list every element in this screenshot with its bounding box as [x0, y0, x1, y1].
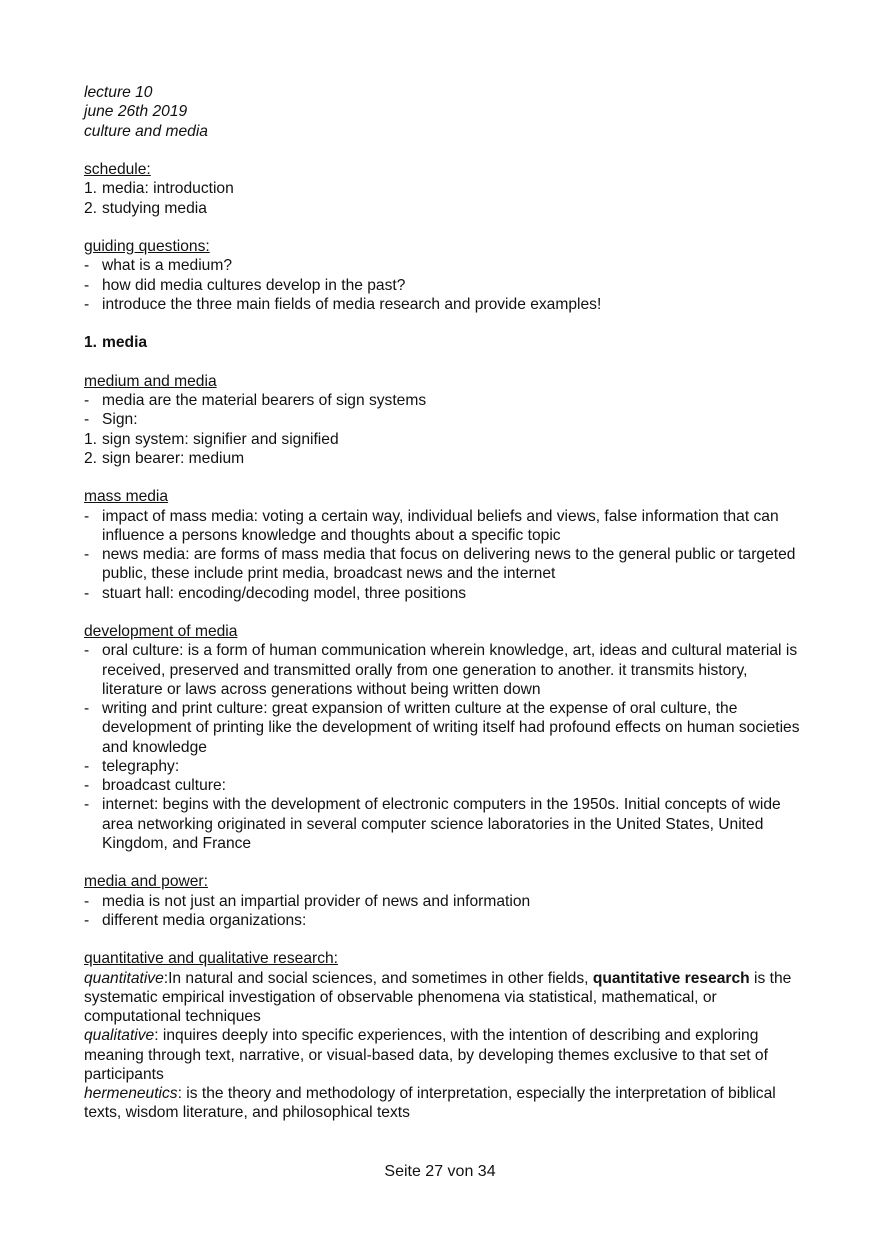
development-item	[84, 776, 800, 795]
bullet-marker: -	[84, 411, 90, 429]
bullet-marker: -	[84, 700, 90, 717]
lecture-date: june 26th 2019	[84, 103, 188, 121]
list-text: introduce the three main fields of media research and provide examples!	[102, 295, 602, 313]
bold-term: quantitative research	[592, 969, 750, 987]
list-text: writing and print culture: great expansion of written culture at the expense of oral culture, the development of printing like the development of writing itself had profound effects on human societies and knowledge	[102, 700, 800, 756]
bullet-marker: -	[84, 911, 90, 929]
power-item	[84, 892, 800, 911]
guiding-heading: guiding questions:	[84, 238, 210, 255]
bullet-marker: -	[84, 257, 90, 275]
bullet-marker: -	[84, 642, 90, 660]
bullet-marker: -	[84, 892, 90, 910]
bullet-marker: -	[84, 757, 90, 775]
development-item	[84, 757, 800, 776]
schedule-heading: schedule:	[84, 161, 151, 178]
list-text: sign bearer: medium	[102, 449, 245, 467]
medium-item	[84, 391, 800, 410]
qualitative-paragraph	[84, 1026, 800, 1084]
guiding-item	[84, 295, 800, 314]
section-number: 1.	[84, 334, 98, 352]
development-heading: development of media	[84, 623, 238, 640]
list-text: news media: are forms of mass media that focus on delivering news to the general public or targeted public, these include print media, broadcast news and the internet	[102, 546, 796, 583]
bullet-marker: -	[84, 276, 90, 294]
bullet-marker: -	[84, 507, 90, 525]
text: : inquires deeply into specific experiences, with the intention of describing and exploring meaning through text, narrative, or visual-based data, by developing themes exclusive to that set of participants	[84, 1027, 768, 1083]
power-heading: media and power:	[84, 873, 208, 891]
list-text: oral culture: is a form of human communication wherein knowledge, art, ideas and cultural material is received, preserved and transmitted orally from one generation to another. it transmits history, literature or laws across generations without being written down	[102, 642, 798, 698]
document-page	[84, 83, 800, 1123]
term: quantitative	[84, 969, 164, 987]
bullet-marker: -	[84, 796, 90, 814]
development-item	[84, 699, 800, 757]
mass-media-item	[84, 545, 800, 584]
power-item	[84, 911, 800, 930]
page-number: Seite 27 von 34	[384, 1163, 496, 1180]
list-number: 1.	[84, 430, 98, 448]
schedule-item	[84, 179, 800, 198]
hermeneutics-paragraph	[84, 1084, 800, 1123]
bullet-marker: -	[84, 392, 90, 409]
research-heading: quantitative and qualitative research:	[84, 950, 338, 968]
list-text: what is a medium?	[102, 257, 233, 275]
schedule-item	[84, 199, 800, 218]
list-number: 2.	[84, 449, 98, 467]
lecture-topic: culture and media	[84, 122, 208, 140]
section-heading	[84, 333, 800, 352]
list-text: media: introduction	[102, 180, 234, 198]
mass-media-heading: mass media	[84, 488, 169, 506]
mass-media-item	[84, 507, 800, 546]
text: is the systematic empirical investigation of observable phenomena via statistical, mathematical, or computational techniques	[84, 969, 792, 1025]
list-number: 1.	[84, 180, 98, 198]
text: : is the theory and methodology of interpretation, especially the interpretation of biblical texts, wisdom literature, and philosophical texts	[84, 1085, 776, 1122]
bullet-marker: -	[84, 546, 90, 563]
list-text: stuart hall: encoding/decoding model, three positions	[102, 584, 467, 602]
text: :In natural and social sciences, and sometimes in other fields,	[163, 969, 593, 987]
quantitative-paragraph	[84, 969, 800, 1027]
lecture-number: lecture 10	[84, 84, 153, 101]
list-text: impact of mass media: voting a certain way, individual beliefs and views, false information that can influence a persons knowledge and thoughts about a specific topic	[102, 507, 779, 544]
term: qualitative	[84, 1027, 155, 1045]
list-text: media is not just an impartial provider of news and information	[102, 892, 531, 910]
guiding-item	[84, 276, 800, 295]
bullet-marker: -	[84, 777, 90, 794]
bullet-marker: -	[84, 584, 90, 602]
list-text: sign system: signifier and signified	[102, 430, 339, 448]
mass-media-item	[84, 584, 800, 603]
medium-numbered-item	[84, 430, 800, 449]
term: hermeneutics	[84, 1085, 178, 1102]
medium-item	[84, 410, 800, 429]
list-text: media are the material bearers of sign systems	[102, 392, 427, 409]
medium-numbered-item	[84, 449, 800, 468]
list-text: Sign:	[102, 411, 138, 429]
guiding-item	[84, 256, 800, 275]
section-title: media	[102, 334, 148, 352]
list-text: telegraphy:	[102, 757, 180, 775]
list-text: how did media cultures develop in the past?	[102, 276, 406, 294]
list-text: broadcast culture:	[102, 777, 226, 794]
list-text: different media organizations:	[102, 911, 307, 929]
medium-heading: medium and media	[84, 372, 217, 390]
bullet-marker: -	[84, 295, 90, 313]
development-item	[84, 795, 800, 853]
development-item	[84, 641, 800, 699]
list-text: internet: begins with the development of electronic computers in the 1950s. Initial concepts of wide area networking originated in several computer science laboratories in the United States, United Kingdom, and France	[102, 796, 781, 852]
list-number: 2.	[84, 199, 98, 217]
list-text: studying media	[102, 199, 207, 217]
